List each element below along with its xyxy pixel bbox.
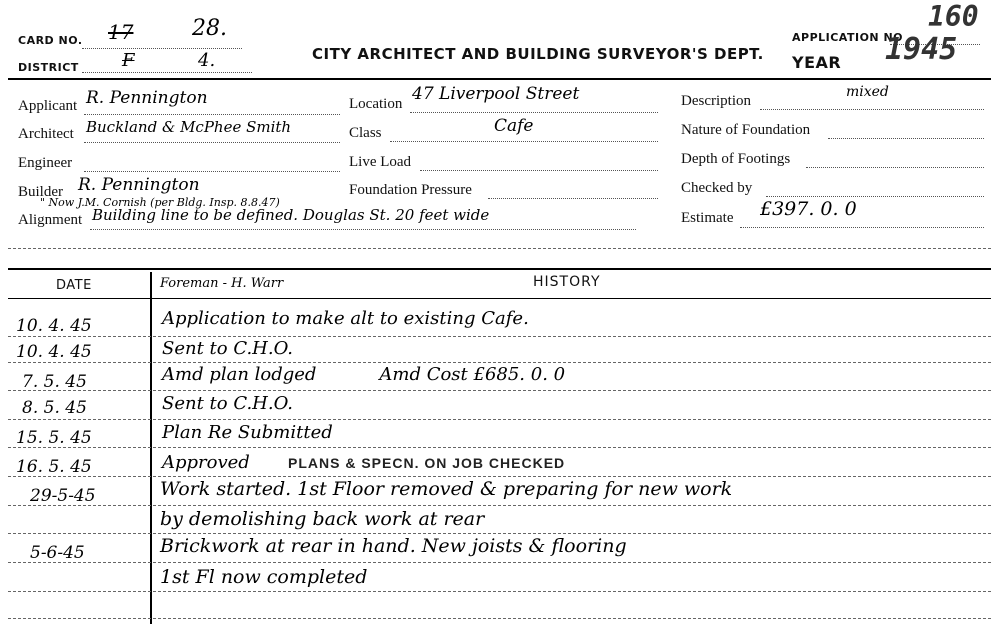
plans-checked-stamp: PLANS & SPECN. ON JOB CHECKED bbox=[288, 455, 566, 471]
application-label: APPLICATION NO bbox=[792, 31, 904, 44]
history-row-date: 15. 5. 45 bbox=[16, 428, 92, 448]
card-no-label: CARD NO. bbox=[18, 34, 83, 47]
year-label: YEAR bbox=[792, 53, 842, 72]
history-row-date: 7. 5. 45 bbox=[22, 372, 87, 392]
depth-footings-label: Depth of Footings bbox=[681, 151, 791, 167]
architect-value: Buckland & McPhee Smith bbox=[86, 118, 292, 136]
estimate-label: Estimate bbox=[681, 210, 734, 226]
history-row-date: 29-5-45 bbox=[30, 486, 96, 506]
history-row-text: Brickwork at rear in hand. New joists & flooring bbox=[160, 535, 627, 557]
card-no-value: 28. bbox=[192, 16, 227, 41]
history-row-text: by demolishing back work at rear bbox=[160, 508, 485, 530]
district-label: DISTRICT bbox=[18, 61, 79, 74]
estimate-value: £397. 0. 0 bbox=[760, 198, 857, 220]
location-value: 47 Liverpool Street bbox=[412, 84, 580, 104]
alignment-label: Alignment bbox=[18, 212, 83, 228]
description-label: Description bbox=[681, 93, 751, 109]
history-row-text: Approved bbox=[162, 452, 250, 473]
description-value: mixed bbox=[846, 84, 889, 100]
builder-value: R. Pennington bbox=[78, 175, 200, 195]
dept-title: CITY ARCHITECT AND BUILDING SURVEYOR'S DEPT. bbox=[312, 45, 764, 63]
history-row-date: 16. 5. 45 bbox=[16, 457, 92, 477]
application-value: 160 bbox=[928, 0, 979, 33]
class-label: Class bbox=[349, 125, 382, 141]
class-value: Cafe bbox=[494, 116, 534, 136]
history-column-header: HISTORY bbox=[533, 274, 601, 290]
engineer-label: Engineer bbox=[18, 155, 73, 171]
checked-by-label: Checked by bbox=[681, 180, 753, 196]
history-row-text: Sent to C.H.O. bbox=[162, 338, 294, 359]
nature-foundation-label: Nature of Foundation bbox=[681, 122, 811, 138]
applicant-value: R. Pennington bbox=[86, 88, 208, 108]
foreman-note: Foreman - H. Warr bbox=[160, 276, 284, 291]
applicant-label: Applicant bbox=[18, 98, 78, 114]
builder-note: " Now J.M. Cornish (per Bldg. Insp. 8.8.47) bbox=[40, 196, 280, 209]
history-row-text: Plan Re Submitted bbox=[162, 422, 333, 443]
history-row-date: 5-6-45 bbox=[30, 543, 85, 563]
history-row-text: Application to make alt to existing Cafe. bbox=[162, 308, 529, 329]
date-column-header: DATE bbox=[56, 278, 92, 293]
alignment-value: Building line to be defined. Douglas St. 20 feet wide bbox=[92, 206, 490, 224]
history-row-date: 10. 4. 45 bbox=[16, 316, 92, 336]
district-value: 4. bbox=[198, 50, 216, 71]
history-row-date: 10. 4. 45 bbox=[16, 342, 92, 362]
history-row-text: Amd plan lodged Amd Cost £685. 0. 0 bbox=[162, 364, 566, 385]
liveload-label: Live Load bbox=[349, 154, 412, 170]
history-row-text: Work started. 1st Floor removed & preparing for new work bbox=[160, 478, 733, 500]
location-label: Location bbox=[349, 96, 403, 112]
district-struck: F bbox=[122, 50, 135, 71]
history-row-text: Sent to C.H.O. bbox=[162, 393, 294, 414]
year-value: 1945 bbox=[885, 32, 958, 67]
history-row-text: 1st Fl now completed bbox=[160, 566, 368, 588]
foundation-pressure-label: Foundation Pressure bbox=[349, 182, 472, 198]
builder-label: Builder bbox=[18, 184, 63, 200]
card-no-struck: 17 bbox=[108, 20, 134, 44]
architect-label: Architect bbox=[18, 126, 74, 142]
history-row-date: 8. 5. 45 bbox=[22, 398, 87, 418]
